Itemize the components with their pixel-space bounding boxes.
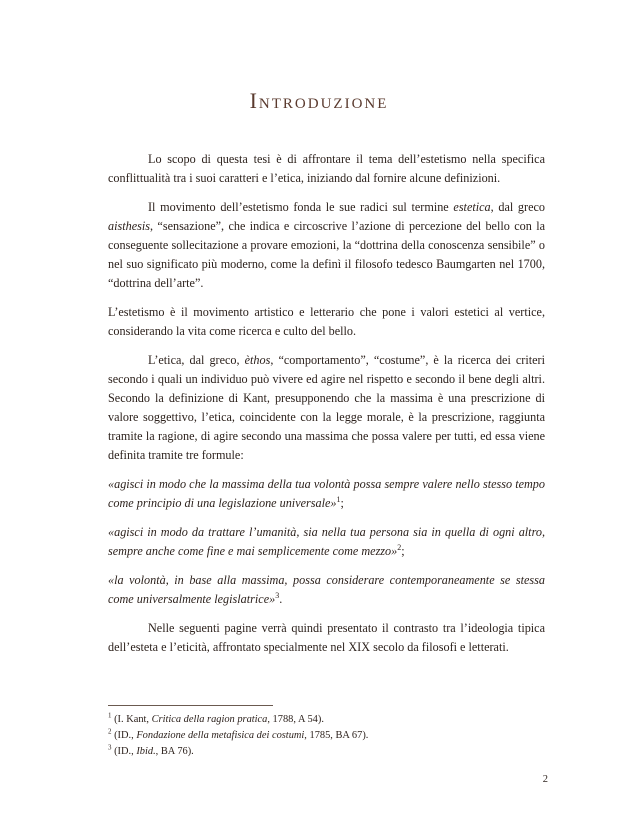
footnote-text: (I. Kant, <box>111 714 152 725</box>
footnote-text: , BA 76). <box>155 746 194 757</box>
footnote-ref-3[interactable]: 3 <box>275 590 280 600</box>
footnote-1 <box>108 712 545 728</box>
paragraph-conclusion: Nelle seguenti pagine verrà quindi presentato il contrasto tra l’ideologia tipica dell’esteta e l’eticità, affrontato specialmente nel XIX secolo da filosofi e letterati. <box>108 621 545 654</box>
footnote-separator <box>108 705 273 706</box>
kant-formula-2 <box>108 523 545 561</box>
footnote-title: Ibid. <box>136 746 156 757</box>
text-run: Il movimento dell’estetismo fonda le sue radici sul termine <box>148 200 454 214</box>
footnote-text: , 1788, A 54). <box>267 714 324 725</box>
footnote-title: Critica della ragion pratica <box>151 714 268 725</box>
paragraph-etica <box>108 351 545 465</box>
body-text <box>108 150 545 667</box>
paragraph-estetismo-origin <box>108 198 545 293</box>
quote-end: ; <box>340 496 344 510</box>
footnote-number: 1 <box>108 711 112 720</box>
chapter-title: Introduzione <box>249 88 389 113</box>
footnote-ref-2[interactable]: 2 <box>397 542 402 552</box>
footnote-ref-1[interactable]: 1 <box>336 494 341 504</box>
term-estetica: estetica <box>453 200 491 214</box>
quote-text: «la volontà, in base alla massima, possa considerare contemporaneamente se stessa come universalmente legislatrice» <box>108 573 545 606</box>
quote-end: ; <box>401 544 405 558</box>
quote-text: «agisci in modo da trattare l’umanità, sia nella tua persona sia in quella di ogni altro, sempre anche come fine e mai semplicemente come mezzo» <box>108 525 545 558</box>
text-run: , “comportamento”, “costume”, è la ricerca dei criteri secondo i quali un individuo può vivere ed agire nel rispetto e secondo il bene degli altri. Secondo la definizione di Kant, presupponendo che la massima è una prescrizione di valore soggettivo, l’etica, coincidente con la legge morale, è la prescrizione, raggiunta tramite la ragione, di agire secondo una massima che possa valere per tutti, ed essa viene definita tramite tre formule: <box>108 353 545 462</box>
paragraph-estetismo-definition: L’estetismo è il movimento artistico e letterario che pone i valori estetici al vertice, considerando la vita come ricerca e culto del bello. <box>108 305 545 338</box>
quote-text: «agisci in modo che la massima della tua volontà possa sempre valere nello stesso tempo come principio di una legislazione universale» <box>108 477 545 510</box>
text-run: , dal greco <box>490 200 545 214</box>
kant-formula-1 <box>108 475 545 513</box>
term-ethos: èthos <box>244 353 271 367</box>
term-aisthesis: aisthesis <box>108 219 150 233</box>
footnote-text: (ID., <box>111 730 137 741</box>
footnote-text: , 1785, BA 67). <box>304 730 369 741</box>
footnote-number: 3 <box>108 743 112 752</box>
footnote-3 <box>108 744 545 760</box>
footnote-number: 2 <box>108 727 112 736</box>
footnote-text: (ID., <box>111 746 137 757</box>
text-run: , “sensazione”, che indica e circoscrive l’azione di percezione del bello con la conseguente sollecitazione a provare emozioni, la “dottrina della conoscenza sensibile” o nel suo significato più moderno, come la definì il filosofo tedesco Baumgarten nel 1700, “dottrina dell’arte”. <box>108 219 545 290</box>
page-number: 2 <box>542 774 548 785</box>
quote-end: . <box>279 592 283 606</box>
text-run: L’etica, dal greco, <box>148 353 245 367</box>
footnotes <box>108 712 545 760</box>
kant-formula-3 <box>108 571 545 609</box>
footnote-title: Fondazione della metafisica dei costumi <box>136 730 305 741</box>
footnote-2 <box>108 728 545 744</box>
paragraph-intro: Lo scopo di questa tesi è di affrontare il tema dell’estetismo nella specifica conflittualità tra i suoi caratteri e l’etica, iniziando dal fornire alcune definizioni. <box>108 152 545 185</box>
